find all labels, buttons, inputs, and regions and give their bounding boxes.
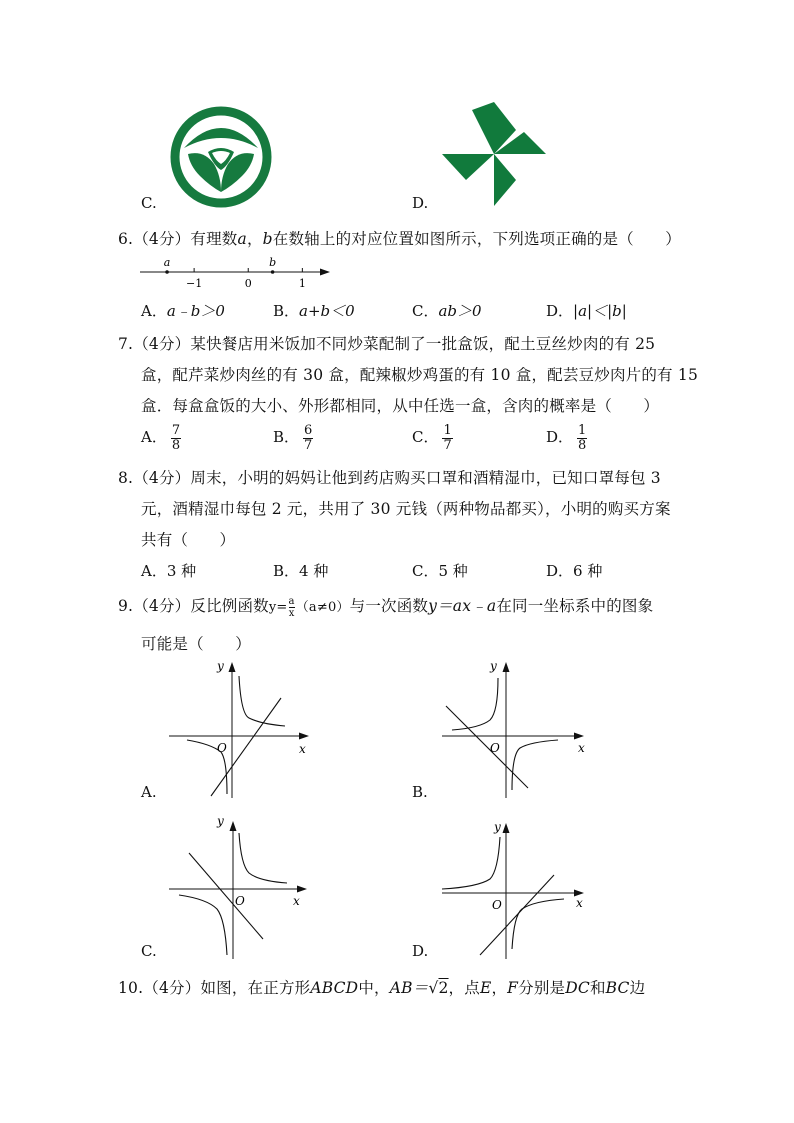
q7-option-d[interactable]: D． $\frac{1}{8}$: [546, 423, 587, 453]
q5-option-d-image: [440, 102, 548, 208]
q7-stem-line-3: 盒．每盒盒饭的大小、外形都相同，从中任选一盒，含肉的概率是（ ）: [141, 397, 660, 415]
q7-stem-line-2: 盒，配芹菜炒肉丝的有 30 盒，配辣椒炒鸡蛋的有 10 盒，配芸豆炒肉片的有 15: [141, 366, 699, 384]
q5-option-c-letter: C.: [141, 194, 157, 212]
fraction: $\frac{1}{8}$: [578, 423, 587, 453]
y-axis-arrow-icon: [503, 823, 510, 833]
q9-graph-c: [165, 815, 315, 961]
number-line-point-label: b: [269, 256, 277, 269]
q9-option-c[interactable]: C.: [141, 942, 157, 960]
q9-graph-d: [438, 815, 590, 961]
q8-stem-line-2: 元，酒精湿巾每包 2 元，共用了 30 元钱（两种物品都买），小明的购买方案: [141, 500, 671, 518]
origin-label: O: [492, 898, 502, 912]
q9-graph-a: [165, 656, 315, 800]
q8-option-a[interactable]: A．3 种: [141, 562, 197, 580]
y-axis-arrow-icon: [230, 821, 237, 831]
origin-label: O: [235, 894, 245, 908]
q8-option-b[interactable]: B．4 种: [273, 562, 329, 580]
x-axis-arrow-icon: [574, 733, 584, 740]
q9-number: 9.: [118, 597, 134, 615]
pinwheel-triangles-icon: [440, 102, 548, 208]
q6-option-d[interactable]: D．|a|＜|b|: [546, 302, 627, 320]
q9-graph-b: [438, 656, 590, 800]
origin-label: O: [490, 741, 500, 755]
q10-number: 10.: [118, 979, 144, 997]
q7-option-a[interactable]: A． $\frac{7}{8}$: [141, 423, 181, 453]
q6-option-b[interactable]: B．a+b＜0: [273, 302, 355, 320]
fraction: $\frac{7}{8}$: [171, 423, 181, 453]
y-axis-label: y: [217, 815, 224, 828]
green-circle-leaf-logo-icon: [170, 106, 272, 208]
q6-number: 6.: [118, 230, 134, 248]
q8-stem-line-3: 共有（ ）: [141, 531, 236, 549]
q9-option-b[interactable]: B.: [412, 783, 428, 801]
q6-option-c[interactable]: C．ab＞0: [412, 302, 482, 320]
y-axis-arrow-icon: [503, 662, 510, 672]
number-line-tick-label: −1: [186, 277, 203, 290]
x-axis-arrow-icon: [299, 733, 309, 740]
q10-stem: 10.（4分）如图，在正方形ABCD中，AB＝√2，点E，F分别是DC和BC边: [118, 979, 646, 997]
q7-option-b[interactable]: B． $\frac{6}{7}$: [273, 423, 313, 453]
q7-option-c[interactable]: C． $\frac{1}{7}$: [412, 423, 452, 453]
y-axis-label: y: [494, 820, 501, 834]
q7-stem-line-1: 7.（4分）某快餐店用米饭加不同炒菜配制了一批盒饭，配土豆丝炒肉的有 25: [118, 335, 656, 353]
number-line-tick-label: 1: [298, 277, 306, 290]
q6-option-a[interactable]: A．a﹣b＞0: [141, 302, 225, 320]
q9-option-a[interactable]: A.: [141, 783, 157, 801]
q8-number: 8.: [118, 469, 134, 487]
number-line-point-label: a: [163, 256, 171, 269]
number-line-arrow-icon: [320, 269, 330, 276]
x-axis-label: x: [293, 894, 300, 908]
q8-option-c[interactable]: C．5 种: [412, 562, 468, 580]
x-axis-label: x: [576, 896, 583, 910]
q5-option-c-image: [170, 106, 272, 208]
fraction: $\frac{1}{7}$: [443, 423, 452, 453]
x-axis-label: x: [299, 742, 306, 756]
q9-option-d[interactable]: D.: [412, 942, 429, 960]
q7-number: 7.: [118, 335, 134, 353]
x-axis-label: x: [578, 741, 585, 755]
fraction: $\frac{a}{x}$: [288, 595, 295, 619]
q8-stem-line-1: 8.（4分）周末，小明的妈妈让他到药店购买口罩和酒精湿巾，已知口罩每包 3: [118, 469, 661, 487]
x-axis-arrow-icon: [297, 886, 307, 893]
q9-stem-line-1: 9.（4分）反比例函数y= $\frac{a}{x}$ （a≠0）与一次函数y＝ax﹣a在同一坐标系中的图象: [118, 595, 654, 619]
number-line-point: [271, 270, 275, 274]
y-axis-label: y: [217, 659, 224, 673]
y-axis-label: y: [490, 659, 497, 673]
q6-number-line: [138, 254, 338, 290]
q9-stem-line-2: 可能是（ ）: [141, 635, 251, 653]
q6-stem: 6.（4分）有理数a，b在数轴上的对应位置如图所示，下列选项正确的是（ ）: [118, 230, 681, 248]
number-line-tick-label: 0: [244, 277, 252, 290]
y-axis-arrow-icon: [229, 662, 236, 672]
fraction: $\frac{6}{7}$: [304, 423, 313, 453]
origin-label: O: [217, 741, 227, 755]
q8-option-d[interactable]: D．6 种: [546, 562, 603, 580]
q5-option-d-letter: D.: [412, 194, 429, 212]
sqrt-symbol: √: [428, 979, 439, 997]
number-line-point: [165, 270, 169, 274]
